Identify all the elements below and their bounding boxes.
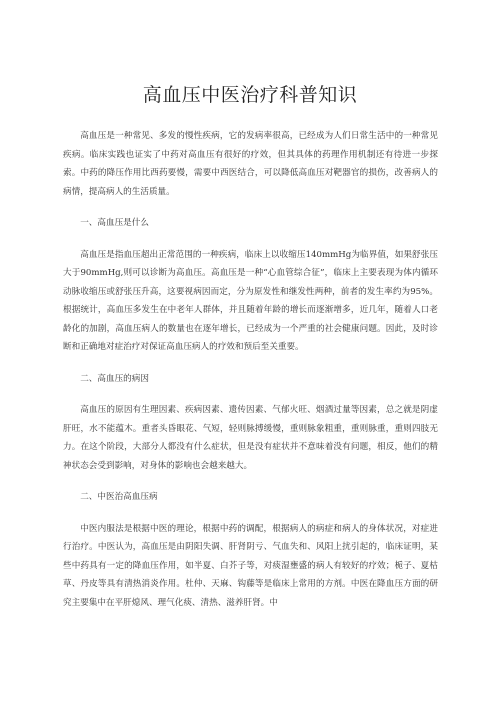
document-body — [63, 127, 438, 612]
spacer — [63, 507, 438, 520]
spacer — [63, 357, 438, 370]
section-body-what-is-hypertension: 高血压是指血压超出正常范围的一种疾病，临床上以收缩压140mmHg为临界值，如果舒张压大于90mmHg,则可以诊断为高血压。高血压是一种“心血管综合征”，临床上主要表现为体内循环动脉收缩压或舒张压升高，这要视病因而定，分为原发性和继发性两种，前者的发生率约为95%。根据统计，高血压多发生在中老年人群体，并且随着年龄的增长而逐渐增多，近几年，随着人口老龄化的加剧，高血压病人的数量也在逐年增长，已经成为一个严重的社会健康问题。因此，及时诊断和正确地对症治疗对保证高血压病人的疗效和预后至关重要。 — [63, 249, 438, 352]
intro-paragraph: 高血压是一种常见、多发的慢性疾病，它的发病率很高，已经成为人们日常生活中的一种常见疾病。临床实践也证实了中药对高血压有很好的疗效，但其具体的药理作用机制还有待进一步探索。中药的降压作用比西药要慢，需要中西医结合，可以降低高血压对靶器官的损伤，改善病人的病情，提高病人的生活质量。 — [63, 131, 438, 197]
spacer — [63, 388, 438, 401]
spacer — [63, 475, 438, 488]
spacer — [63, 233, 438, 246]
section-heading-tcm-treatment: 二、中医治高血压病 — [80, 492, 158, 502]
section-heading-what-is-hypertension: 一、高血压是什么 — [80, 218, 149, 228]
section-body-tcm-treatment: 中医内服法是根据中医的理论，根据中药的调配，根据病人的病症和病人的身体状况，对症进行治疗。中医认为，高血压是由阴阳失调、肝肾阴亏、气血失和、风阳上扰引起的，临床证明，某些中药具有一定的降血压作用，如半夏、白芥子等，对痰湿壅盛的病人有较好的疗效；栀子、夏枯草、丹皮等具有清热消炎作用。杜仲、天麻、钩藤等是临床上常用的方剂。中医在降血压方面的研究主要集中在平肝熄风、理气化痰、清热、滋养肝肾。中 — [63, 523, 438, 608]
spacer — [63, 201, 438, 214]
section-body-causes: 高血压的原因有生理因素、疾病因素、遗传因素、气郁火旺、烟酒过量等因素，总之就是阴虚肝旺，水不能蕴木。重者头昏眼花、气短，轻则脉搏缓慢，重则脉象粗重，重则脉重，重则四肢无力。在这个阶段，大部分人都没有什么症状，但是没有症状并不意味着没有问题，相反，他们的精神状态会受到影响，对身体的影响也会越来越大。 — [63, 405, 438, 471]
document-title: 高血压中医治疗科普知识 — [142, 84, 358, 106]
section-heading-causes: 二、高血压的病因 — [80, 373, 149, 384]
